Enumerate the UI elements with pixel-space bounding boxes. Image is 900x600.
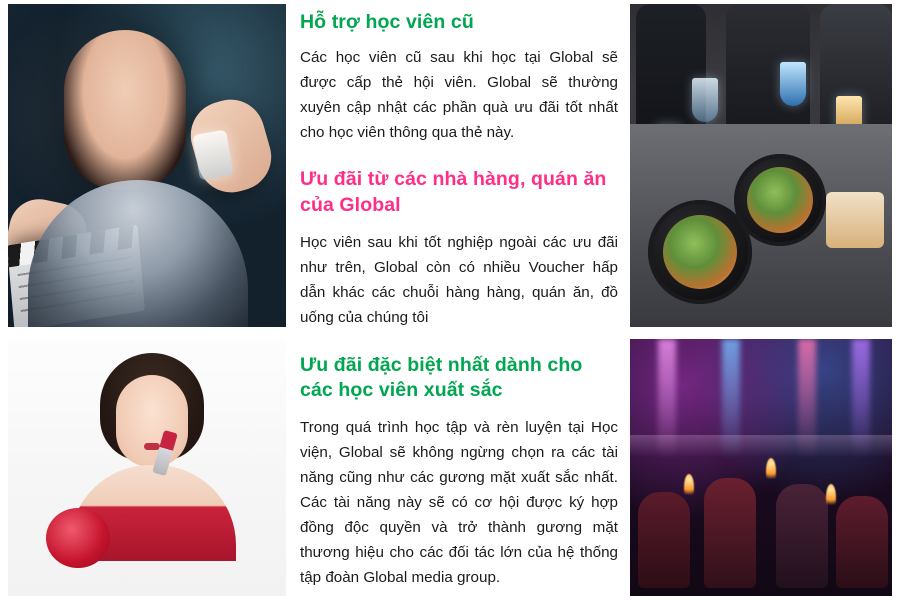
section-body-1: Các học viên cũ sau khi học tại Global sẽ được cấp thẻ hội viên. Global sẽ thường xuyên cập nhật các phần quà ưu đãi tốt nhất cho học viên thông qua thẻ này. [300,48,618,141]
lounge-chair-shape [704,478,756,588]
cocktail-glass-shape [692,78,718,122]
model-face-shape [116,375,188,467]
left-image-column [8,4,286,596]
lounge-chair-shape [836,496,888,588]
section-heading-1: Hỗ trợ học viên cũ [300,11,474,33]
model-lips-shape [144,443,160,450]
bar-counter-shape [630,435,892,457]
section-heading-2: Ưu đãi từ các nhà hàng, quán ăn của Global [300,168,607,217]
model-lipstick-photo [8,339,286,596]
section-block-2 [300,167,618,330]
dessert-plate-shape [826,192,884,248]
makeup-artist-photo [8,4,286,327]
restaurant-dinner-photo [630,4,892,327]
text-column [300,4,618,596]
cocktail-glass-shape [780,62,806,106]
bar-lounge-photo [630,339,892,596]
red-rose-shape [20,484,148,596]
section-block-1 [300,10,618,145]
section-block-3 [300,353,618,591]
candle-flame-icon [766,458,776,484]
lounge-chair-shape [776,484,828,588]
section-body-2: Học viên sau khi tốt nghiệp ngoài các ưu đãi như trên, Global còn có nhiều Voucher hấp dẫn khác các chuỗi hàng hàng, quán ăn, đồ uống của chúng tôi [300,233,618,326]
candle-flame-icon [826,484,836,510]
candle-flame-icon [684,474,694,500]
right-image-column [630,4,892,596]
lounge-chair-shape [638,492,690,588]
section-body-3: Trong quá trình học tập và rèn luyện tại Học viện, Global sẽ không ngừng chọn ra các tài năng cũng như các gương mặt xuất sắc nhất. Các tài năng này sẽ có cơ hội được ký hợp đồng độc quyền và trở thành gương mặt thương hiệu cho các đối tác lớn của hệ thống tập đoàn Global media group. [300,419,618,586]
section-heading-3: Ưu đãi đặc biệt nhất dành cho các học viên xuất sắc [300,353,583,402]
salad-bowl-shape [734,154,826,246]
